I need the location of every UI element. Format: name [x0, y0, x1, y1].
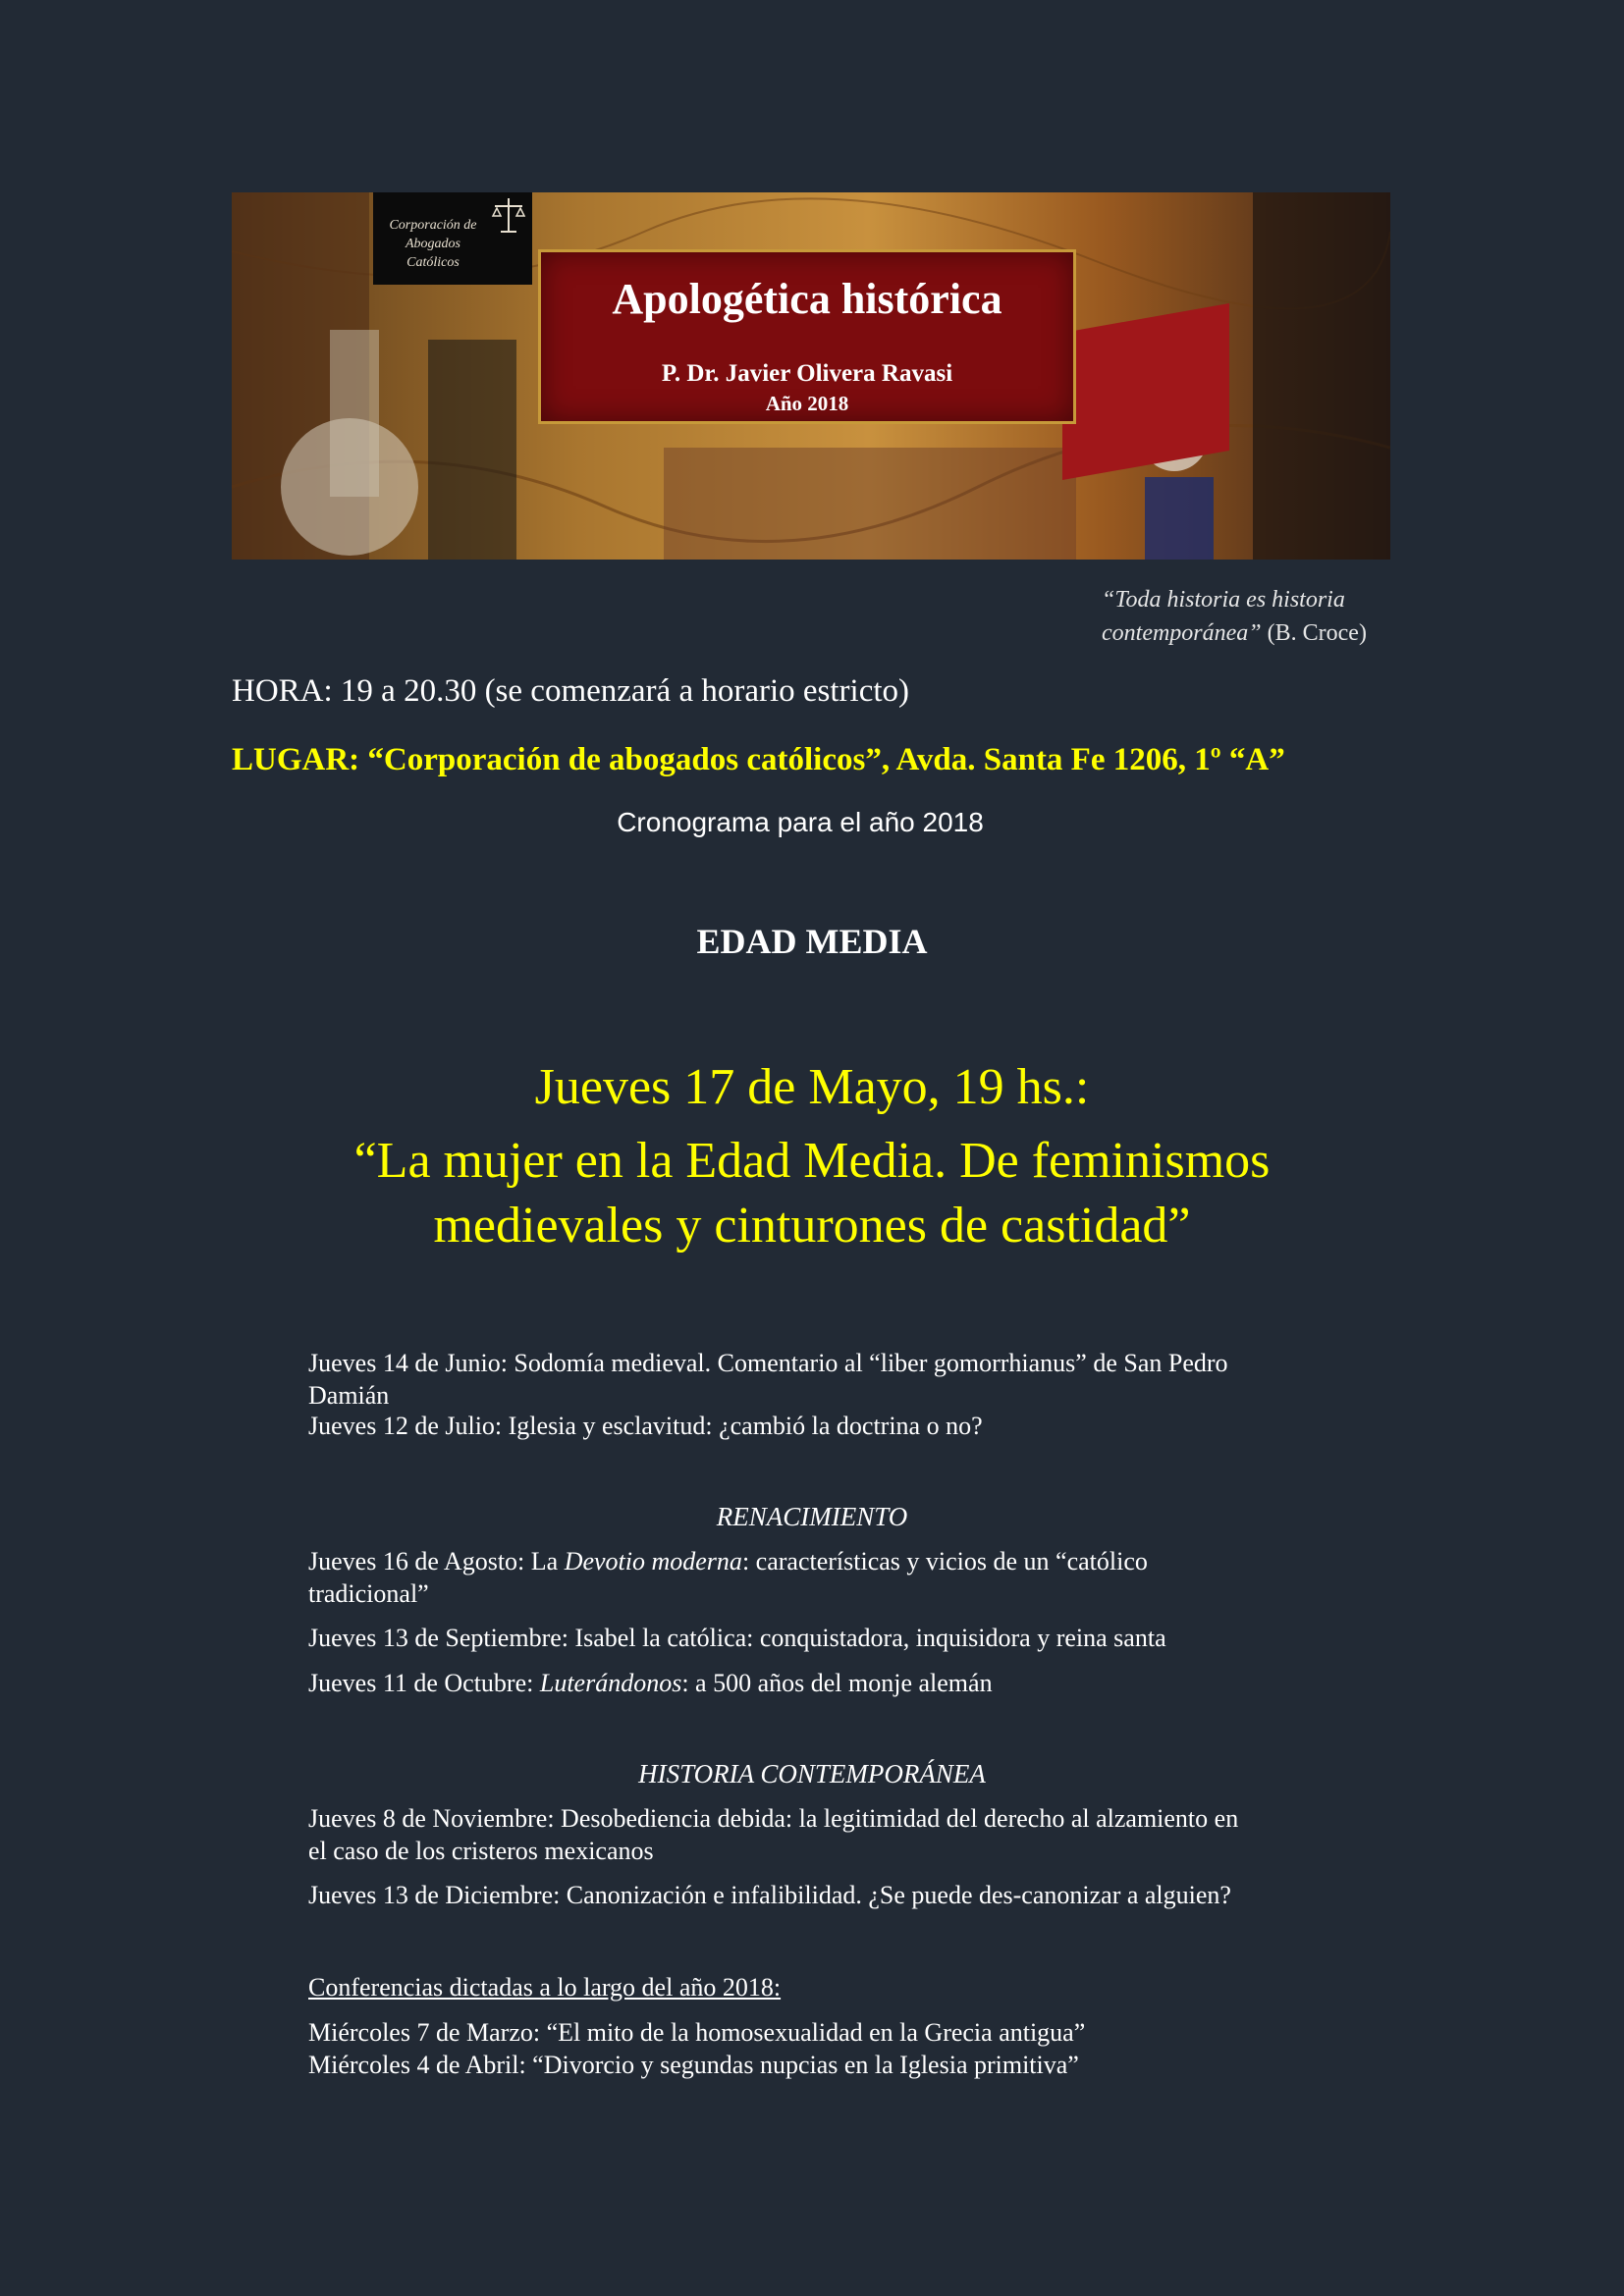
- item-text: Miércoles 4 de Abril: “Divorcio y segundas nupcias en la Iglesia primitiva”: [308, 2051, 1079, 2079]
- org-logo: [373, 192, 532, 285]
- list-item: [308, 1545, 1329, 1610]
- item-text-cont: el caso de los cristeros mexicanos: [308, 1837, 654, 1865]
- list-item: [308, 1347, 1329, 1412]
- banner-year: Año 2018: [765, 392, 849, 415]
- banner-title-box: [538, 249, 1076, 424]
- conferences-heading: Conferencias dictadas a lo largo del año 2018:: [308, 1973, 782, 2002]
- org-name-line2: Abogados Católicos: [406, 237, 460, 270]
- list-item: [308, 1622, 1329, 1654]
- red-flag-image: [1062, 303, 1229, 480]
- list-item: [308, 1667, 1329, 1699]
- item-text-post: : características y vicios de un “católico: [741, 1547, 1148, 1575]
- featured-title-line1: “La mujer en la Edad Media. De feminismos: [353, 1133, 1271, 1189]
- item-italic-text: Devotio moderna: [564, 1547, 742, 1575]
- featured-title-line2: medievales y cinturones de castidad”: [433, 1198, 1191, 1254]
- featured-event-title: [255, 1129, 1369, 1258]
- list-item: [308, 1802, 1329, 1867]
- item-text-post: : a 500 años del monje alemán: [681, 1669, 993, 1697]
- banner-author: P. Dr. Javier Olivera Ravasi: [661, 360, 953, 387]
- item-text: Jueves 13 de Septiembre: Isabel la católica: conquistadora, inquisidora y reina santa: [308, 1624, 1166, 1652]
- epigraph-quote: [1102, 583, 1396, 650]
- section-heading-renacimiento: RENACIMIENTO: [716, 1502, 908, 1531]
- list-item: [308, 1879, 1329, 1911]
- section-heading-edad-media: EDAD MEDIA: [696, 922, 928, 961]
- item-text: Miércoles 7 de Marzo: “El mito de la homosexualidad en la Grecia antigua”: [308, 2018, 1086, 2047]
- item-italic-text: Luterándonos: [539, 1669, 682, 1697]
- item-text-cont: tradicional”: [308, 1579, 429, 1608]
- item-text: Jueves 12 de Julio: Iglesia y esclavitud: ¿cambió la doctrina o no?: [308, 1412, 983, 1440]
- header-banner: [232, 192, 1390, 560]
- banner-title: Apologética histórica: [612, 275, 1002, 323]
- section-heading-contemporanea: HISTORIA CONTEMPORÁNEA: [638, 1759, 986, 1789]
- featured-event-date: Jueves 17 de Mayo, 19 hs.:: [534, 1059, 1090, 1115]
- item-text: Jueves 16 de Agosto: La: [308, 1547, 565, 1575]
- item-text: Jueves 11 de Octubre:: [308, 1669, 540, 1697]
- quote-author: (B. Croce): [1267, 620, 1367, 646]
- venue-location: LUGAR: “Corporación de abogados católicos”, Avda. Santa Fe 1206, 1º “A”: [232, 742, 1285, 777]
- item-text-cont: Damián: [308, 1381, 390, 1410]
- item-text: Jueves 13 de Diciembre: Canonización e infalibilidad. ¿Se puede des-canonizar a alguien?: [308, 1881, 1231, 1909]
- item-text: Jueves 8 de Noviembre: Desobediencia debida: la legitimidad del derecho al alzamiento en: [308, 1804, 1239, 1833]
- quote-line2: contemporánea”: [1102, 620, 1262, 646]
- scales-of-justice-icon: [491, 196, 526, 236]
- schedule-heading: Cronograma para el año 2018: [617, 807, 984, 837]
- list-item: [308, 1410, 1329, 1442]
- schedule-time: HORA: 19 a 20.30 (se comenzará a horario estricto): [232, 673, 910, 709]
- org-name-line1: Corporación de: [389, 218, 477, 233]
- quote-line1: “Toda historia es historia: [1102, 587, 1345, 613]
- list-item: [308, 2016, 1329, 2081]
- item-text: Jueves 14 de Junio: Sodomía medieval. Comentario al “liber gomorrhianus” de San Pedro: [308, 1349, 1228, 1377]
